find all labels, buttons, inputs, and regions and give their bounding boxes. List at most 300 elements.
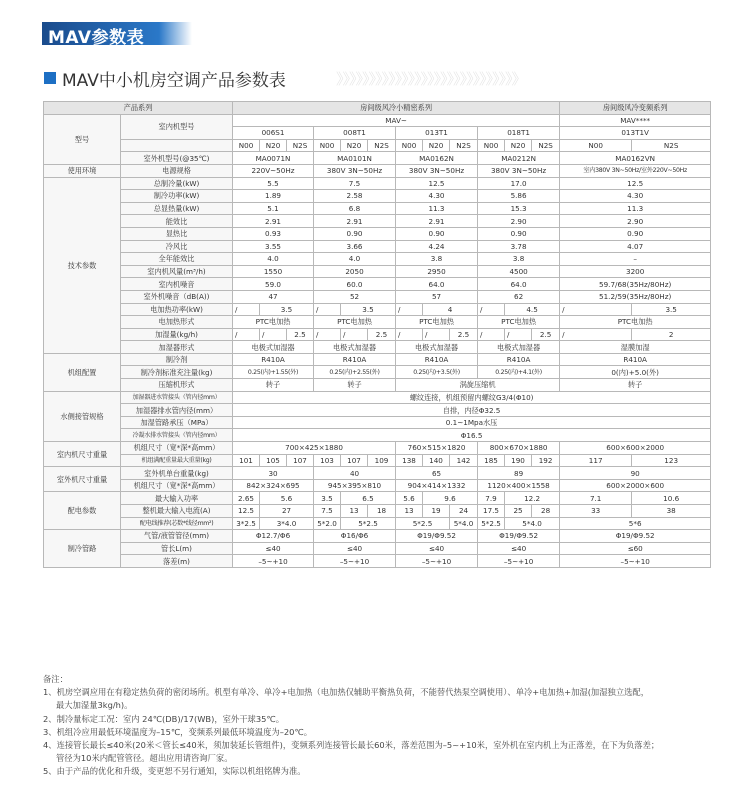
- value-cell: 5*2.5: [478, 517, 505, 530]
- value-cell: MA0162N: [396, 152, 478, 165]
- value-cell: 2.5: [450, 328, 478, 341]
- table-row: [44, 429, 711, 442]
- value-cell: 2950: [396, 265, 478, 278]
- row-label: 机组满配重量最大重量(kg): [121, 454, 233, 467]
- value-cell: /: [314, 303, 341, 316]
- value-cell: 2050: [314, 265, 396, 278]
- table-row: [44, 265, 711, 278]
- row-label: 室内机噪音: [121, 278, 233, 291]
- row-label: 制冷剂标准充注量(kg): [121, 366, 233, 379]
- value-cell: ≤40: [478, 542, 560, 555]
- value-cell: Φ16/Φ6: [314, 530, 396, 543]
- variant-cell: N2S: [450, 139, 478, 152]
- value-cell: 自排，内径Φ32.5: [233, 404, 711, 417]
- value-cell: 10.6: [632, 492, 711, 505]
- value-cell: 1.89: [233, 190, 314, 203]
- chevron-decoration: 》》》》》》》》》》》》》》》》》》》》》》》》》》》》: [336, 70, 526, 88]
- value-cell: PTC电加热: [314, 316, 396, 329]
- value-cell: 945×395×810: [314, 479, 396, 492]
- value-cell: MA0162VN: [560, 152, 711, 165]
- group-label: 型号: [44, 114, 121, 164]
- value-cell: /: [396, 303, 423, 316]
- value-cell: 3.8: [478, 253, 560, 266]
- value-cell: 142: [450, 454, 478, 467]
- value-cell: /: [396, 328, 423, 341]
- row-label: 加湿器进水管接头（管内径mm）: [121, 391, 233, 404]
- value-cell: Φ16.5: [233, 429, 711, 442]
- value-cell: 5*4.0: [505, 517, 560, 530]
- group-label: 水侧接管规格: [44, 391, 121, 441]
- value-cell: 电极式加湿器: [233, 341, 314, 354]
- series-header: 产品系列: [44, 102, 233, 115]
- table-row: [44, 164, 711, 177]
- value-cell: 2.5: [287, 328, 314, 341]
- value-cell: 0.1~1Mpa水压: [233, 416, 711, 429]
- table-row: [44, 290, 711, 303]
- value-cell: 13: [341, 505, 368, 518]
- value-cell: 3.5: [260, 303, 314, 316]
- row-label: 室外机噪音（dB(A)): [121, 290, 233, 303]
- model-cell: 018T1: [478, 127, 560, 140]
- row-label: 总制冷量(kW): [121, 177, 233, 190]
- table-row: [44, 253, 711, 266]
- value-cell: 27: [260, 505, 314, 518]
- row-label: 落差(m): [121, 555, 233, 568]
- value-cell: 89: [478, 467, 560, 480]
- value-cell: 62: [478, 290, 560, 303]
- value-cell: 101: [233, 454, 260, 467]
- value-cell: 30: [233, 467, 314, 480]
- page-header-bar: [42, 22, 192, 48]
- value-cell: 0.90: [396, 227, 478, 240]
- value-cell: 107: [287, 454, 314, 467]
- value-cell: 123: [632, 454, 711, 467]
- value-cell: 600×2000×600: [560, 479, 711, 492]
- section-square-icon: [44, 72, 56, 84]
- value-cell: 105: [260, 454, 287, 467]
- value-cell: –5~+10: [560, 555, 711, 568]
- row-label: 室外机单台重量(kg): [121, 467, 233, 480]
- value-cell: 0.25(内)+1.55(外): [233, 366, 314, 379]
- table-row: [44, 202, 711, 215]
- value-cell: 螺纹连接，机组预留内螺纹G3/4(Φ10): [233, 391, 711, 404]
- table-row: [44, 316, 711, 329]
- value-cell: 7.5: [314, 177, 396, 190]
- value-cell: R410A: [233, 353, 314, 366]
- group-label: 技术参数: [44, 177, 121, 353]
- value-cell: MA0101N: [314, 152, 396, 165]
- value-cell: 4.07: [560, 240, 711, 253]
- table-row: [44, 492, 711, 505]
- value-cell: /: [423, 328, 450, 341]
- value-cell: PTC电加热: [478, 316, 560, 329]
- row-label: 电加热功率(kW): [121, 303, 233, 316]
- value-cell: Φ12.7/Φ6: [233, 530, 314, 543]
- value-cell: 3*4.0: [260, 517, 314, 530]
- value-cell: 107: [341, 454, 368, 467]
- group-label: 使用环境: [44, 164, 121, 177]
- table-row: [44, 416, 711, 429]
- value-cell: 2.91: [314, 215, 396, 228]
- value-cell: 4: [423, 303, 478, 316]
- value-cell: /: [233, 328, 260, 341]
- value-cell: 4.0: [233, 253, 314, 266]
- row-label: 加湿器排水管内径(mm）: [121, 404, 233, 417]
- table-row: [44, 404, 711, 417]
- value-cell: 3.8: [396, 253, 478, 266]
- value-cell: ≤40: [233, 542, 314, 555]
- row-label: 加湿量(kg/h): [121, 328, 233, 341]
- table-row: [44, 467, 711, 480]
- value-cell: 3.78: [478, 240, 560, 253]
- table-row: [44, 215, 711, 228]
- value-cell: 17.5: [478, 505, 505, 518]
- value-cell: /: [233, 303, 260, 316]
- value-cell: 电极式加湿器: [314, 341, 396, 354]
- value-cell: 220V~50Hz: [233, 164, 314, 177]
- table-row: [44, 303, 711, 316]
- model-cell: 006S1: [233, 127, 314, 140]
- value-cell: 室内380V 3N~50Hz/室外220V~50Hz: [560, 164, 711, 177]
- value-cell: 2.5: [532, 328, 560, 341]
- table-row: [44, 366, 711, 379]
- value-cell: /: [341, 328, 368, 341]
- value-cell: 90: [560, 467, 711, 480]
- value-cell: 5*2.5: [341, 517, 396, 530]
- variant-cell: N20: [341, 139, 368, 152]
- value-cell: /: [314, 328, 341, 341]
- value-cell: –5~+10: [233, 555, 314, 568]
- series-inverter: 房间级风冷变频系列: [560, 102, 711, 115]
- model-cell: 008T1: [314, 127, 396, 140]
- row-label: 全年能效比: [121, 253, 233, 266]
- table-row: [44, 227, 711, 240]
- note-item: 5、由于产品的优化和升级，变更恕不另行通知，实际以机组铭牌为准。: [43, 766, 306, 777]
- table-row: [44, 139, 711, 152]
- value-cell: 转子: [560, 379, 711, 392]
- value-cell: 0.25(内)+4.1(外): [478, 366, 560, 379]
- value-cell: 4.24: [396, 240, 478, 253]
- value-cell: 59.7/68(35Hz/80Hz): [560, 278, 711, 291]
- value-cell: 6.8: [314, 202, 396, 215]
- table-row: [44, 152, 711, 165]
- value-cell: 190: [505, 454, 532, 467]
- value-cell: 0.90: [478, 227, 560, 240]
- row-label: 制冷剂: [121, 353, 233, 366]
- table-row: [44, 353, 711, 366]
- table-row: [44, 505, 711, 518]
- value-cell: 4500: [478, 265, 560, 278]
- variant-cell: N00: [560, 139, 632, 152]
- value-cell: 0.90: [314, 227, 396, 240]
- row-label: 压缩机形式: [121, 379, 233, 392]
- table-row: [44, 190, 711, 203]
- value-cell: 52: [314, 290, 396, 303]
- value-cell: 7.5: [314, 505, 341, 518]
- value-cell: 17.0: [478, 177, 560, 190]
- value-cell: 11.3: [560, 202, 711, 215]
- value-cell: 11.3: [396, 202, 478, 215]
- series-fixed: 房间级风冷小精密系列: [233, 102, 560, 115]
- value-cell: 2: [632, 328, 711, 341]
- family-fixed: MAV~: [233, 114, 560, 127]
- value-cell: 904×414×1332: [396, 479, 478, 492]
- value-cell: 3*2.5: [233, 517, 260, 530]
- value-cell: 1550: [233, 265, 314, 278]
- value-cell: 转子: [233, 379, 314, 392]
- value-cell: 9.6: [423, 492, 478, 505]
- table-row: [44, 479, 711, 492]
- value-cell: /: [505, 328, 532, 341]
- value-cell: 5*6: [560, 517, 711, 530]
- table-row: [44, 517, 711, 530]
- table-row: [44, 240, 711, 253]
- note-item: 最大加湿量3kg/h)。: [56, 700, 133, 711]
- row-label: 加湿器形式: [121, 341, 233, 354]
- value-cell: 3.5: [341, 303, 396, 316]
- section-heading: [44, 66, 704, 91]
- value-cell: 3200: [560, 265, 711, 278]
- value-cell: PTC电加热: [233, 316, 314, 329]
- row-label: 气管/液管管径(mm): [121, 530, 233, 543]
- value-cell: /: [478, 328, 505, 341]
- note-item: 1、机房空调应用在有稳定热负荷的密闭场所。机型有单冷、单冷+电加热（电加热仅辅助平衡热负荷，不能替代热泵空调使用）、单冷+电加热+加湿(加湿独立选配，: [43, 687, 650, 698]
- value-cell: 0.25(内)+3.5(外): [396, 366, 478, 379]
- value-cell: Φ19/Φ9.52: [560, 530, 711, 543]
- value-cell: /: [478, 303, 505, 316]
- value-cell: 7.9: [478, 492, 505, 505]
- value-cell: 转子: [314, 379, 396, 392]
- value-cell: –5~+10: [314, 555, 396, 568]
- value-cell: 电极式加湿器: [396, 341, 478, 354]
- value-cell: 4.30: [396, 190, 478, 203]
- row-label: 机组尺寸（宽*深*高mm）: [121, 479, 233, 492]
- row-label: 制冷功率(kW): [121, 190, 233, 203]
- value-cell: 3.5: [314, 492, 341, 505]
- variant-cell: N2S: [532, 139, 560, 152]
- value-cell: 3.5: [632, 303, 711, 316]
- value-cell: 0(内)+5.0(外): [560, 366, 711, 379]
- value-cell: 电极式加湿器: [478, 341, 560, 354]
- value-cell: 51.2/59(35Hz/80Hz): [560, 290, 711, 303]
- row-label: 能效比: [121, 215, 233, 228]
- model-cell: 013T1V: [560, 127, 711, 140]
- value-cell: MA0212N: [478, 152, 560, 165]
- value-cell: 380V 3N~50Hz: [314, 164, 396, 177]
- value-cell: 38: [632, 505, 711, 518]
- value-cell: 2.91: [396, 215, 478, 228]
- page-header-title: MAV参数表: [48, 28, 145, 48]
- value-cell: 0.90: [560, 227, 711, 240]
- value-cell: 13: [396, 505, 423, 518]
- variant-cell: N20: [423, 139, 450, 152]
- value-cell: 2.91: [233, 215, 314, 228]
- value-cell: 2.90: [560, 215, 711, 228]
- value-cell: 4.0: [314, 253, 396, 266]
- value-cell: 0.25(内)+2.55(外): [314, 366, 396, 379]
- spec-table: [43, 101, 711, 568]
- value-cell: 5*2.5: [396, 517, 450, 530]
- variant-cell: N20: [505, 139, 532, 152]
- value-cell: 65: [396, 467, 478, 480]
- value-cell: 140: [423, 454, 450, 467]
- table-row: [44, 454, 711, 467]
- row-label: 整机最大输入电流(A): [121, 505, 233, 518]
- value-cell: R410A: [478, 353, 560, 366]
- value-cell: /: [260, 328, 287, 341]
- value-cell: 117: [560, 454, 632, 467]
- value-cell: 64.0: [396, 278, 478, 291]
- value-cell: 1120×400×1558: [478, 479, 560, 492]
- value-cell: –5~+10: [396, 555, 478, 568]
- notes-section: [43, 673, 743, 779]
- table-row: [44, 114, 711, 127]
- value-cell: 3.55: [233, 240, 314, 253]
- group-label: 制冷管路: [44, 530, 121, 568]
- value-cell: 57: [396, 290, 478, 303]
- value-cell: R410A: [396, 353, 478, 366]
- value-cell: 600×600×2000: [560, 442, 711, 455]
- row-label: 管长L(m): [121, 542, 233, 555]
- value-cell: MA0071N: [233, 152, 314, 165]
- table-row: [44, 391, 711, 404]
- value-cell: 12.5: [233, 505, 260, 518]
- value-cell: 5*2.0: [314, 517, 341, 530]
- value-cell: 4.5: [505, 303, 560, 316]
- value-cell: 0.93: [233, 227, 314, 240]
- value-cell: –5~+10: [478, 555, 560, 568]
- value-cell: Φ19/Φ9.52: [396, 530, 478, 543]
- value-cell: PTC电加热: [396, 316, 478, 329]
- row-label: 加湿管路承压（MPa）: [121, 416, 233, 429]
- value-cell: 3.66: [314, 240, 396, 253]
- value-cell: 24: [450, 505, 478, 518]
- value-cell: ≤40: [314, 542, 396, 555]
- value-cell: /: [560, 328, 632, 341]
- value-cell: /: [560, 303, 632, 316]
- value-cell: 109: [368, 454, 396, 467]
- value-cell: 842×324×695: [233, 479, 314, 492]
- value-cell: 5.5: [233, 177, 314, 190]
- row-label: 室外机型号(@35℃): [121, 152, 233, 165]
- row-label: 总显热量(kW): [121, 202, 233, 215]
- value-cell: 28: [532, 505, 560, 518]
- family-inverter: MAV****: [560, 114, 711, 127]
- row-label: 冷凝水排水管接头（管内径mm）: [121, 429, 233, 442]
- table-row: [44, 379, 711, 392]
- value-cell: 800×670×1880: [478, 442, 560, 455]
- notes-title: 备注：: [43, 674, 68, 684]
- note-item: 管径为10米内配管管径。超出应用请咨询厂家。: [56, 753, 233, 764]
- row-label: 最大输入功率: [121, 492, 233, 505]
- table-row: [44, 542, 711, 555]
- value-cell: R410A: [560, 353, 711, 366]
- value-cell: 2.5: [368, 328, 396, 341]
- table-row: [44, 341, 711, 354]
- table-row: [44, 278, 711, 291]
- value-cell: 760×515×1820: [396, 442, 478, 455]
- value-cell: 2.65: [233, 492, 260, 505]
- value-cell: 2.90: [478, 215, 560, 228]
- value-cell: 103: [314, 454, 341, 467]
- group-label: 机组配置: [44, 353, 121, 391]
- variant-cell: N2S: [632, 139, 711, 152]
- value-cell: 700×425×1880: [233, 442, 396, 455]
- value-cell: 47: [233, 290, 314, 303]
- value-cell: 380V 3N~50Hz: [478, 164, 560, 177]
- value-cell: 5.1: [233, 202, 314, 215]
- note-item: 4、连接管长最长≤40米(20米＜管长≤40米，须加装延长管组件)，变频系列连接管长最长60米，落差范围为–5~+10米，室外机在室内机上为正落差，在下为负落差；: [43, 740, 660, 751]
- table-row: [44, 442, 711, 455]
- value-cell: ≤60: [560, 542, 711, 555]
- value-cell: 5.6: [396, 492, 423, 505]
- value-cell: 12.5: [560, 177, 711, 190]
- value-cell: ≤40: [396, 542, 478, 555]
- value-cell: 18: [368, 505, 396, 518]
- group-label: 室外机尺寸重量: [44, 467, 121, 492]
- value-cell: 2.58: [314, 190, 396, 203]
- value-cell: 59.0: [233, 278, 314, 291]
- variant-cell: N00: [314, 139, 341, 152]
- value-cell: 6.5: [341, 492, 396, 505]
- table-row: [44, 555, 711, 568]
- value-cell: 湿膜加湿: [560, 341, 711, 354]
- row-label: 室内机型号: [121, 114, 233, 139]
- value-cell: 5.6: [260, 492, 314, 505]
- variant-cell: N2S: [368, 139, 396, 152]
- table-row: [44, 102, 711, 115]
- value-cell: 40: [314, 467, 396, 480]
- note-item: 3、机组冷应用最低环境温度为–15℃，变频系列最低环境温度为–20℃。: [43, 726, 313, 737]
- variant-cell: N2S: [287, 139, 314, 152]
- value-cell: 138: [396, 454, 423, 467]
- row-label: 机组尺寸（宽*深*高mm）: [121, 442, 233, 455]
- value-cell: 19: [423, 505, 450, 518]
- table-row: [44, 530, 711, 543]
- table-row: [44, 177, 711, 190]
- value-cell: 5.86: [478, 190, 560, 203]
- value-cell: 12.5: [396, 177, 478, 190]
- variant-cell: N20: [260, 139, 287, 152]
- value-cell: –: [560, 253, 711, 266]
- variant-cell: N00: [396, 139, 423, 152]
- group-label: 室内机尺寸重量: [44, 442, 121, 467]
- value-cell: PTC电加热: [560, 316, 711, 329]
- table-row: [44, 328, 711, 341]
- row-label: 显热比: [121, 227, 233, 240]
- model-cell: 013T1: [396, 127, 478, 140]
- value-cell: 12.2: [505, 492, 560, 505]
- value-cell: 380V 3N~50Hz: [396, 164, 478, 177]
- value-cell: 192: [532, 454, 560, 467]
- variant-cell: N00: [233, 139, 260, 152]
- value-cell: 185: [478, 454, 505, 467]
- value-cell: 涡旋压缩机: [396, 379, 560, 392]
- value-cell: R410A: [314, 353, 396, 366]
- value-cell: 33: [560, 505, 632, 518]
- row-label: 电加热形式: [121, 316, 233, 329]
- variant-cell: N00: [478, 139, 505, 152]
- value-cell: 64.0: [478, 278, 560, 291]
- section-title: MAV中小机房空调产品参数表: [62, 71, 286, 91]
- value-cell: 60.0: [314, 278, 396, 291]
- value-cell: 25: [505, 505, 532, 518]
- value-cell: 4.30: [560, 190, 711, 203]
- row-label-blank: [121, 139, 233, 152]
- row-label: 冷风比: [121, 240, 233, 253]
- value-cell: 7.1: [560, 492, 632, 505]
- row-label: 室内机风量(m³/h): [121, 265, 233, 278]
